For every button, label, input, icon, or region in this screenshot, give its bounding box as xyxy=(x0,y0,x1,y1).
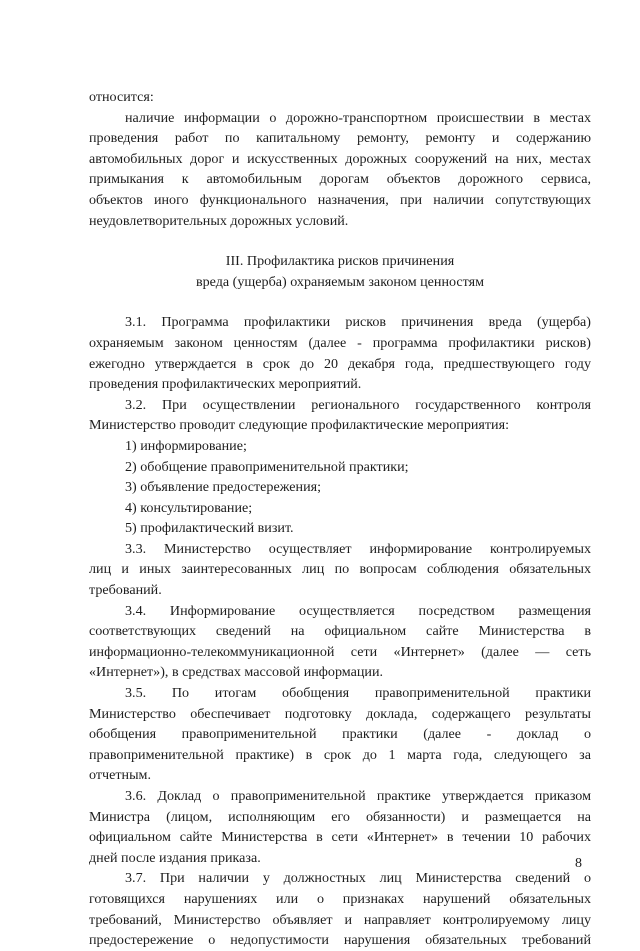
intro-paragraph xyxy=(89,108,591,232)
text-line: готовящихся нарушениях или о признаках нарушений обязательных xyxy=(89,890,591,907)
text-line: неудовлетворительных дорожных условий. xyxy=(89,212,349,229)
text-line: наличие информации о дорожно-транспортном происшествии в местах xyxy=(125,109,591,126)
text-line: 3.1. Программа профилактики рисков причинения вреда (ущерба) xyxy=(125,314,591,331)
paragraph-3-6 xyxy=(89,786,591,868)
list-item: 2) обобщение правоприменительной практики; xyxy=(125,458,409,475)
text-line: официальном сайте Министерства в сети «Интернет» в течении 10 рабочих xyxy=(89,829,591,846)
text-line: проведения работ по капитальному ремонту, ремонту и содержанию xyxy=(89,130,591,147)
text-line: требований. xyxy=(89,582,162,599)
text-line: примыкания к автомобильным дорогам объектов дорожного сервиса, xyxy=(89,171,591,188)
text-line: лиц и иных заинтересованных лиц по вопросам соблюдения обязательных xyxy=(89,561,591,578)
text-line: ежегодно утверждается в срок до 20 декабря года, предшествующего году xyxy=(89,355,591,372)
text-line: соответствующих сведений на официальном сайте Министерства в xyxy=(89,623,591,640)
list-item: 3) объявление предостережения; xyxy=(125,479,322,496)
text-line: 3.2. При осуществлении регионального государственного контроля xyxy=(125,396,591,413)
text-line: автомобильных дорог и искусственных дорожных сооружений на них, местах xyxy=(89,150,591,167)
list-item: 5) профилактический визит. xyxy=(125,520,294,537)
text-line: дней после издания приказа. xyxy=(89,849,261,866)
intro-line: относится: xyxy=(89,89,154,105)
text-line: 3.3. Министерство осуществляет информирование контролируемых xyxy=(125,540,591,557)
paragraph-3-7 xyxy=(89,868,591,950)
paragraph-3-1 xyxy=(89,312,591,394)
measures-list xyxy=(89,436,591,539)
text-line: охраняемым законом ценностям (далее - программа профилактики рисков) xyxy=(89,334,591,351)
paragraph-3-5 xyxy=(89,683,591,786)
text-line: Министерство обеспечивает подготовку доклада, содержащего результаты xyxy=(89,705,591,722)
text-line: правоприменительной практике) в срок до 1 марта года, следующего за xyxy=(89,746,591,763)
section-heading-line: вреда (ущерба) охраняемым законом ценностям xyxy=(195,273,485,290)
document-body xyxy=(89,87,591,951)
text-line: 3.7. При наличии у должностных лиц Министерства сведений о xyxy=(125,870,591,887)
text-line: Министра (лицом, исполняющим его обязанности) и размещается на xyxy=(89,808,591,825)
paragraph-3-4 xyxy=(89,601,591,683)
text-line: информационно-телекоммуникационной сети «Интернет» (далее — сеть xyxy=(89,643,591,660)
text-line: требований, Министерство объявляет и направляет контролируемому лицу xyxy=(89,911,591,928)
text-line: «Интернет»), в средствах массовой информации. xyxy=(89,664,384,681)
text-line: 3.6. Доклад о правоприменительной практике утверждается приказом xyxy=(125,788,591,804)
paragraph-3-3 xyxy=(89,539,591,601)
list-item: 4) консультирование; xyxy=(125,499,253,516)
text-line: Министерство проводит следующие профилактические мероприятия: xyxy=(89,417,509,434)
text-line: предостережение о недопустимости нарушения обязательных требований xyxy=(89,932,591,949)
page-number: 8 xyxy=(575,856,582,871)
text-line: 3.4. Информирование осуществляется посредством размещения xyxy=(125,602,591,619)
list-item: 1) информирование; xyxy=(125,437,247,454)
text-line: проведения профилактических мероприятий. xyxy=(89,376,362,393)
paragraph-3-2 xyxy=(89,395,591,436)
text-line: 3.5. По итогам обобщения правоприменительной практики xyxy=(125,685,591,702)
text-line: обобщения правоприменительной практики (далее - доклад о xyxy=(89,726,591,743)
section-heading xyxy=(89,251,591,292)
section-heading-line: III. Профилактика рисков причинения xyxy=(225,253,455,270)
text-line: отчетным. xyxy=(89,767,151,784)
text-line: объектов иного функционального назначения, при наличии сопутствующих xyxy=(89,191,591,208)
